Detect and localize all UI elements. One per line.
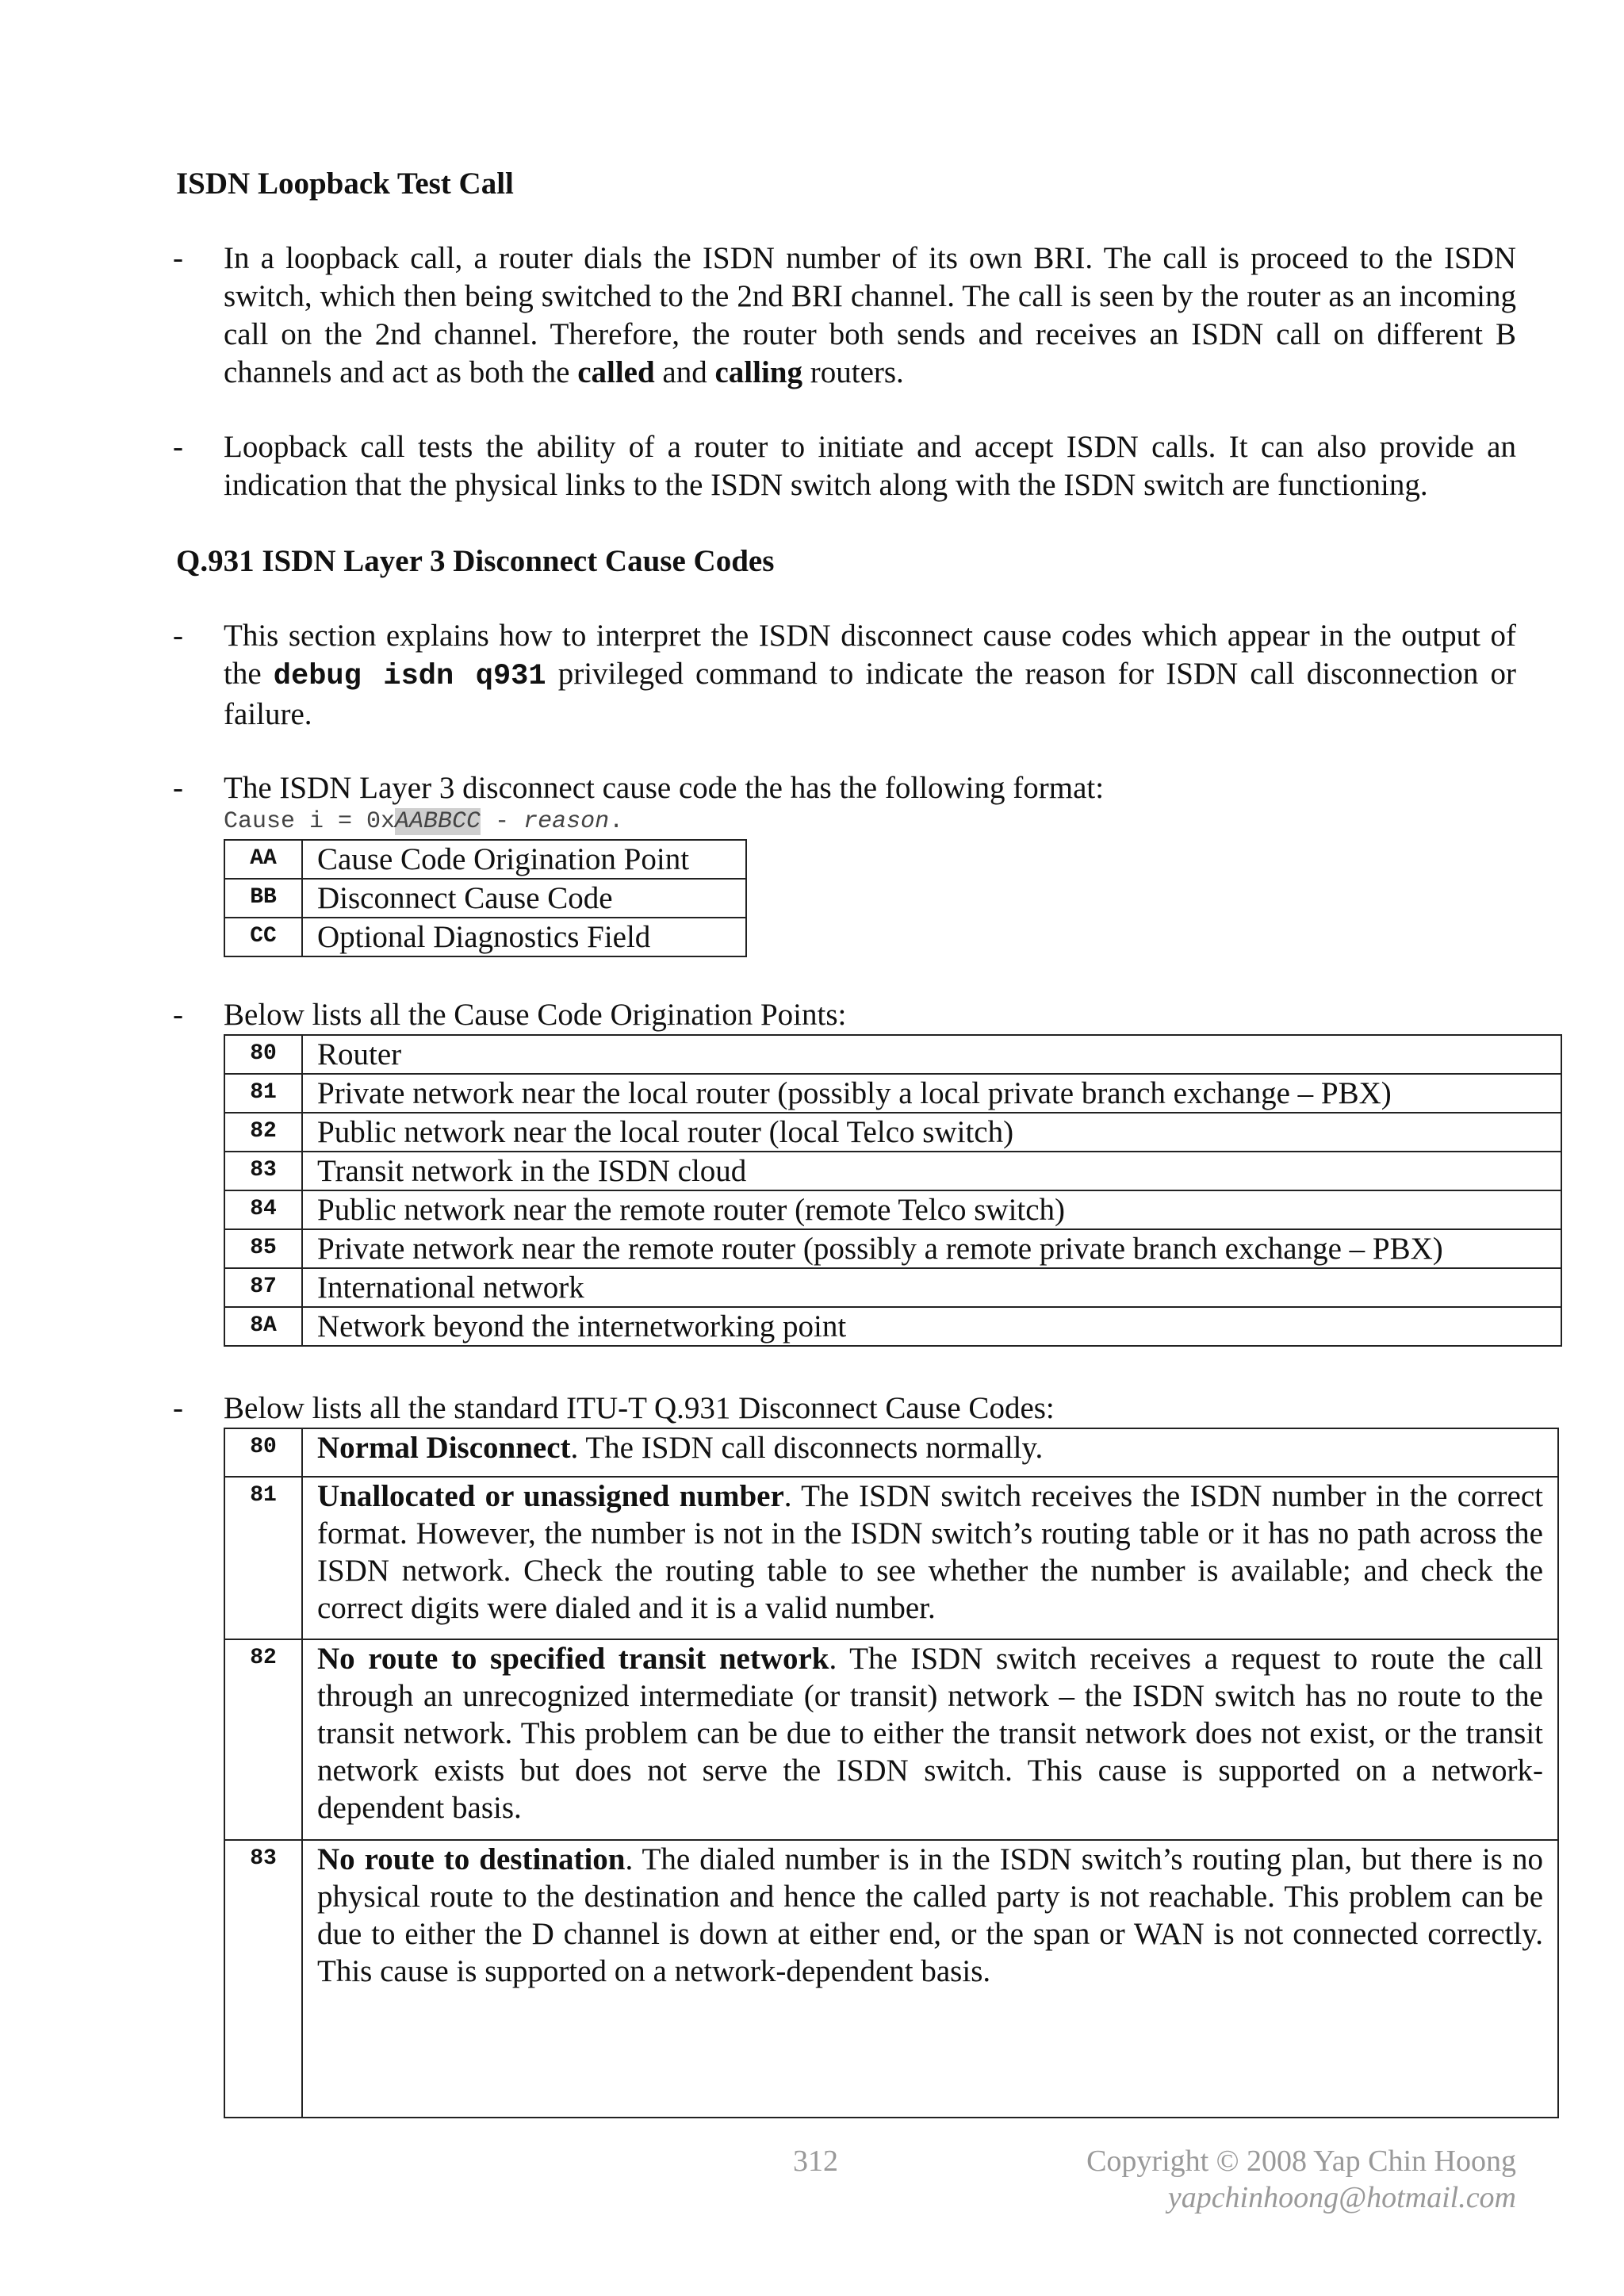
cause-desc: . The ISDN switch receives the ISDN number in the correct format. However, the number is not in the ISDN switch’s routing table or it has no path across the ISDN network. Check the routing table to see whether the number is available; and check the correct digits were dialed and it is a valid number. (317, 1479, 1543, 1625)
bullet-dash: - (173, 998, 183, 1032)
bullet-text: The ISDN Layer 3 disconnect cause code the has the following format: (224, 771, 1105, 805)
cause-title: No route to specified transit network (317, 1642, 829, 1676)
copyright-text: Copyright © 2008 Yap Chin Hoong (1086, 2145, 1516, 2178)
format-highlight: AABBCC (395, 808, 481, 835)
cell-desc: Network beyond the internetworking point (302, 1307, 1561, 1346)
table-row (224, 1190, 1561, 1229)
debug-command: debug isdn q931 (273, 660, 546, 693)
format-table (224, 839, 747, 957)
bold-called: called (577, 355, 655, 389)
cell-code: 81 (224, 1074, 302, 1113)
bullet-dash: - (173, 430, 183, 464)
cell-code: 83 (224, 1840, 302, 2118)
cell-code: 8A (224, 1307, 302, 1346)
table-row (224, 1307, 1561, 1346)
bullet-dash: - (173, 771, 183, 805)
email-text: yapchinhoong@hotmail.com (1167, 2181, 1516, 2214)
cell-code: BB (224, 879, 302, 918)
cell-desc: Private network near the local router (possibly a local private branch exchange – PBX) (302, 1074, 1561, 1113)
table-row (224, 1074, 1561, 1113)
cause-title: Normal Disconnect (317, 1431, 571, 1465)
cause-desc: . The ISDN call disconnects normally. (570, 1431, 1044, 1465)
cell-code: CC (224, 918, 302, 956)
cell-desc: Transit network in the ISDN cloud (302, 1152, 1561, 1190)
table-row (224, 1639, 1558, 1840)
cell-desc: Public network near the remote router (remote Telco switch) (302, 1190, 1561, 1229)
cause-title: No route to destination (317, 1842, 626, 1876)
cause-desc: . The ISDN switch receives a request to route the call through an unrecognized intermediate (or transit) network – the ISDN switch has no route to the transit network. This problem can be due to either the transit network does not exist, or the transit network exists but does not serve the ISDN switch. This cause is supported on a network-dependent basis. (317, 1642, 1543, 1825)
cell-desc: Private network near the remote router (possibly a remote private branch exchange – PBX) (302, 1229, 1561, 1268)
table-row (224, 840, 746, 879)
bullet-text: In a loopback call, a router dials the ISDN number of its own BRI. The call is proceed to the ISDN switch, which then being switched to the 2nd BRI channel. The call is seen by the router as an incoming call on the 2nd channel. Therefore, the router both sends and receives an ISDN call on different B channels and act as both the called and calling routers. (224, 241, 1516, 389)
bullet-text: Below lists all the standard ITU-T Q.931 Disconnect Cause Codes: (224, 1391, 1055, 1425)
cell-desc (302, 1840, 1558, 2118)
cell-code: 82 (224, 1639, 302, 1840)
origin-table (224, 1034, 1562, 1347)
cell-code: 82 (224, 1113, 302, 1152)
cell-desc (302, 1477, 1558, 1639)
table-row (224, 1840, 1558, 2118)
cause-title: Unallocated or unassigned number (317, 1479, 784, 1513)
table-row (224, 1113, 1561, 1152)
table-row (224, 1035, 1561, 1074)
cell-desc: Cause Code Origination Point (302, 840, 746, 879)
cell-code: 84 (224, 1190, 302, 1229)
cause-desc: . The dialed number is in the ISDN switch’s routing plan, but there is no physical route to the destination and hence the called party is not reachable. This problem can be due to either the D channel is down at either end, or the span or WAN is not connected correctly. This cause is supported on a network-dependent basis. (317, 1842, 1543, 1988)
section-heading-loopback: ISDN Loopback Test Call (176, 167, 514, 201)
table-row (224, 918, 746, 956)
bullet-dash: - (173, 1391, 183, 1425)
section-heading-q931: Q.931 ISDN Layer 3 Disconnect Cause Codes (176, 544, 775, 578)
cause-format-line: Cause i = 0xAABBCC - reason. (224, 808, 624, 835)
cell-code: 87 (224, 1268, 302, 1307)
table-row (224, 1477, 1558, 1639)
cell-desc: Router (302, 1035, 1561, 1074)
table-row (224, 1229, 1561, 1268)
bullet-text: Below lists all the Cause Code Origination Points: (224, 998, 847, 1032)
cell-code: 85 (224, 1229, 302, 1268)
table-row (224, 879, 746, 918)
bullet-dash: - (173, 619, 183, 653)
cell-code: 80 (224, 1428, 302, 1477)
cell-desc (302, 1639, 1558, 1840)
cell-desc: Disconnect Cause Code (302, 879, 746, 918)
table-row (224, 1428, 1558, 1477)
cell-desc: Public network near the local router (local Telco switch) (302, 1113, 1561, 1152)
cell-code: 80 (224, 1035, 302, 1074)
cell-desc: International network (302, 1268, 1561, 1307)
table-row (224, 1152, 1561, 1190)
cell-code: AA (224, 840, 302, 879)
cell-code: 81 (224, 1477, 302, 1639)
cell-desc: Optional Diagnostics Field (302, 918, 746, 956)
page-number: 312 (793, 2145, 838, 2178)
bullet-dash: - (173, 241, 183, 275)
cause-table (224, 1428, 1559, 2118)
cell-code: 83 (224, 1152, 302, 1190)
bold-calling: calling (714, 355, 802, 389)
cell-desc (302, 1428, 1558, 1477)
table-row (224, 1268, 1561, 1307)
bullet-text: This section explains how to interpret the ISDN disconnect cause codes which appear in the output of the debug isdn q931 privileged command to indicate the reason for ISDN call disconnection or failure. (224, 619, 1516, 731)
bullet-text: Loopback call tests the ability of a router to initiate and accept ISDN calls. It can also provide an indication that the physical links to the ISDN switch along with the ISDN switch are functioning. (224, 430, 1516, 502)
